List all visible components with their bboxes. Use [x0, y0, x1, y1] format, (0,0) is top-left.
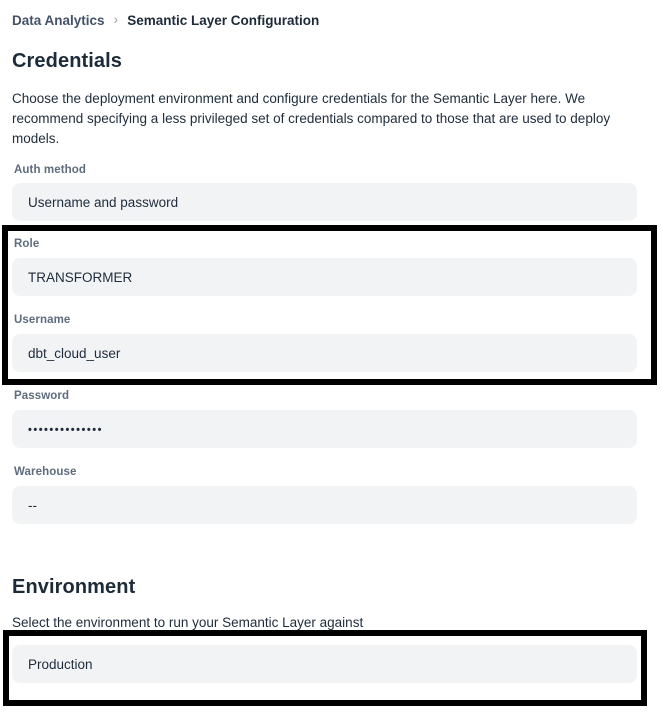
warehouse-value: -- [28, 497, 37, 513]
environment-section-title: Environment [12, 576, 136, 598]
password-masked-value: •••••••••••••• [28, 424, 103, 436]
role-field[interactable] [12, 258, 637, 296]
warehouse-label: Warehouse [14, 466, 77, 478]
warehouse-field[interactable] [12, 486, 637, 524]
breadcrumb-separator-icon: › [113, 11, 119, 27]
username-label: Username [14, 314, 71, 326]
username-value: dbt_cloud_user [28, 345, 121, 361]
credentials-description: Choose the deployment environment and configure credentials for the Semantic Layer here. We recommend specifying a less privileged set of credentials compared to those that are used to deploy models. [12, 91, 611, 146]
auth-method-value: Username and password [28, 194, 179, 210]
environment-field[interactable] [12, 645, 637, 683]
role-label: Role [14, 238, 40, 250]
username-field[interactable] [12, 334, 637, 372]
breadcrumb [12, 12, 319, 28]
auth-method-label: Auth method [14, 164, 87, 176]
environment-description: Select the environment to run your Semantic Layer against [12, 615, 364, 630]
credentials-section-title: Credentials [12, 50, 123, 72]
breadcrumb-item-semantic-layer-configuration: Semantic Layer Configuration [127, 12, 320, 28]
password-field[interactable] [12, 410, 637, 448]
auth-method-field[interactable] [12, 183, 637, 221]
breadcrumb-item-data-analytics[interactable]: Data Analytics [12, 12, 105, 28]
environment-value: Production [28, 656, 93, 672]
role-value: TRANSFORMER [28, 269, 133, 285]
password-label: Password [14, 390, 70, 402]
